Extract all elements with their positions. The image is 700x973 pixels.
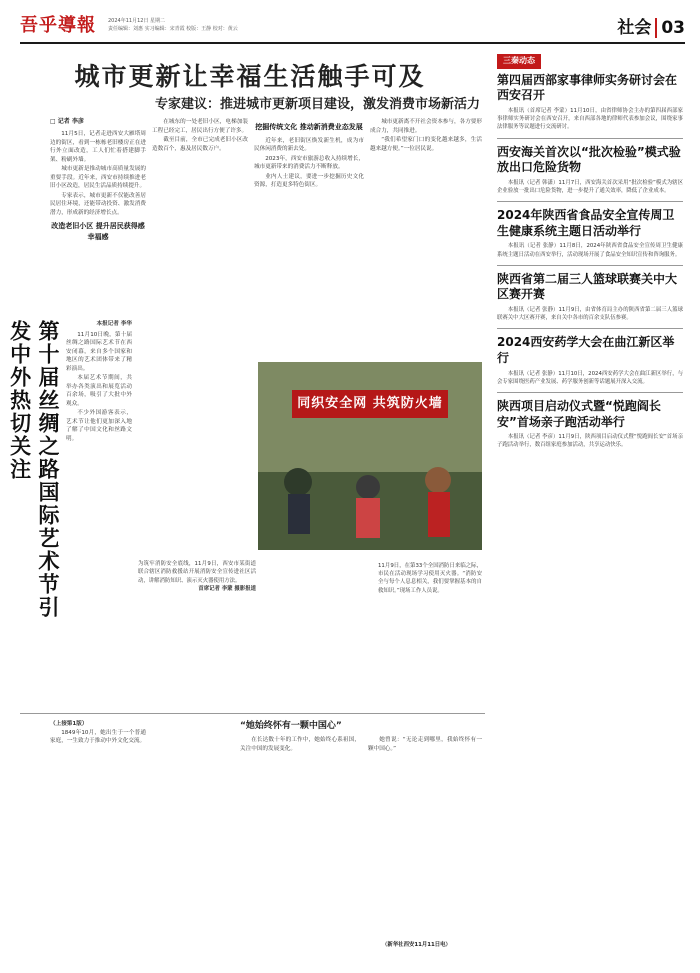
brief-body: 本报讯（记者 李彦）11月9日，陕西项目启动仪式暨“悦跑阎长安”首场亲子跑活动举行，数百组家庭参加活动，共享运动快乐。 bbox=[497, 434, 683, 449]
paragraph: 11月10日晚，第十届丝绸之路国际艺术节在西安闭幕，来自多个国家和地区的艺术团体带来了精彩演出。 bbox=[66, 331, 132, 372]
news-brief-column bbox=[497, 54, 683, 456]
paragraph: 截至目前，全市已完成老旧小区改造数百个，惠及居民数万户。 bbox=[152, 137, 248, 152]
paragraph: 城市更新是推动城市高质量发展的重要手段。近年来，西安市持续推进老旧小区改造，居民生活品质持续提升。 bbox=[50, 166, 146, 189]
bottom-column-1 bbox=[50, 720, 146, 950]
paragraph: 专家表示，城市更新不仅能改善居民居住环境，还能带动投资、激发消费潜力，形成新的经济增长点。 bbox=[50, 192, 146, 216]
paragraph: 在城东的一处老旧小区，电梯加装工程已经完工，居民出行方便了许多。 bbox=[152, 119, 248, 134]
brief-headline: 2024西安药学大会在曲江新区举行 bbox=[497, 335, 675, 365]
dispatch-credit: （新华社西安11月11日电） bbox=[382, 942, 451, 948]
brief-headline: 第四届西部家事律师实务研讨会在西安召开 bbox=[497, 72, 678, 103]
section-subhead: 挖掘传统文化 推动新消费业态发展 bbox=[255, 123, 363, 131]
paragraph: 在长达数十年的工作中，她始终心系祖国，关注中国的发展变化。 bbox=[240, 737, 360, 752]
paragraph: 她曾说：“无论走到哪里，我始终怀有一颗中国心。” bbox=[368, 737, 482, 752]
brief-headline: 2024年陕西省食品安全宣传周卫生健康系统主题日活动举行 bbox=[497, 208, 675, 238]
photo-caption-right: 11月9日，在第33个全国消防日来临之际，市民在活动现场学习使用灭火器。“消防安全与每个人息息相关，我们要掌握基本的自救知识。”现场工作人员说。 bbox=[378, 563, 482, 594]
paragraph: 本届艺术节期间，共举办各类演出和展览活动百余场，吸引了大批中外观众。 bbox=[66, 375, 132, 407]
safety-banner: 同织安全网 共筑防火墙 bbox=[292, 390, 448, 418]
feature-body bbox=[66, 320, 132, 705]
brief-body: 本报讯（记者 张静）11月9日，由省体育局主办的陕西省第二届三人篮球联赛关中大区赛开赛，来自关中各市的百余支队伍参赛。 bbox=[497, 306, 683, 322]
bottom-column-2 bbox=[240, 736, 360, 936]
paragraph: 不少外国游客表示，艺术节让他们更加深入地了解了中国文化和丝路文明。 bbox=[66, 410, 132, 442]
photo-caption-left bbox=[138, 560, 256, 594]
brief-body: 本报讯（首席记者 李蒙）11月10日，由省律师协会主办的第四届西部家事律师实务研讨会在西安召开，来自西部各地的律师代表参加会议，围绕家事法律服务等议题进行交流研讨。 bbox=[497, 107, 683, 131]
paragraph: 城市更新离不开社会资本参与，各方要形成合力，共同推进。 bbox=[370, 119, 482, 134]
page-number: 03 bbox=[655, 18, 685, 38]
divider bbox=[497, 138, 683, 139]
brief-item bbox=[497, 145, 683, 196]
lead-headline: 城市更新让幸福生活触手可及 bbox=[74, 62, 426, 91]
divider bbox=[497, 265, 683, 266]
brief-body: 本报讯（记者 韩潇）11月7日，西安海关首次采用“批次检验”模式为辖区企业验放一批出口危险货物，进一步提升了通关效率，降低了企业成本。 bbox=[497, 179, 683, 194]
continued-note: （上接第1版） bbox=[50, 721, 88, 727]
feature-byline: 本报记者 李华 bbox=[96, 321, 132, 327]
section-subhead: 改造老旧小区 提升居民获得感幸福感 bbox=[51, 222, 145, 241]
divider bbox=[497, 392, 683, 393]
divider bbox=[497, 328, 683, 329]
column-tag: 三秦动态 bbox=[497, 54, 541, 69]
masthead-logo: 吾乎導報 bbox=[20, 15, 96, 36]
divider bbox=[20, 713, 485, 714]
lead-byline: □ 记者 李彦 bbox=[50, 118, 84, 125]
section-name: 社会 bbox=[617, 18, 652, 38]
fire-safety-photo bbox=[258, 362, 482, 550]
bottom-headline: “她始终怀有一颗中国心” bbox=[240, 721, 342, 731]
paragraph: 2023年，西安市旅游总收入持续增长，城市更新带来的消费活力不断释放。 bbox=[254, 155, 364, 171]
lead-column-3 bbox=[254, 118, 364, 353]
caption-text: 为筑牢消防安全底线，11月9日，西安市某街道联合辖区消防救援站开展消防安全宣传进社区活动，讲解消防知识、演示灭火器使用方法。 bbox=[138, 561, 256, 584]
section-label bbox=[617, 17, 685, 40]
lead-column-2 bbox=[152, 118, 248, 303]
feature-vertical-headline: 第十届丝绸之路国际艺术节引发中外热切关注 bbox=[7, 320, 60, 619]
editor-credits: 责任编辑：刘惠 实习编辑：宋青霞 校版：王静 校对：黄云 bbox=[108, 26, 238, 32]
bottom-column-3 bbox=[368, 736, 482, 936]
caption-credit: 首席记者 李蒙 摄影报道 bbox=[198, 586, 256, 593]
paragraph: 11月5日，记者走进西安大雁塔周边的街区，看到一栋栋老旧楼房正在进行外立面改造，工人们忙着搭建脚手架、粉刷外墙。 bbox=[50, 131, 146, 163]
brief-body: 本报讯（记者 张静）11月8日，2024年陕西省食品安全宣传周卫生健康系统主题日活动在西安举行，活动现场开展了食品安全知识宣传和咨询服务。 bbox=[497, 243, 683, 258]
brief-item bbox=[497, 208, 683, 259]
lead-subheadline: 专家建议：推进城市更新项目建设，激发消费市场新活力 bbox=[154, 97, 480, 112]
paragraph: “我们希望家门口的变化越来越多，生活越来越方便。”一位居民说。 bbox=[370, 137, 482, 152]
issue-date: 2024年11月12日 星期二 bbox=[108, 18, 166, 24]
paragraph: 业内人士建议，要进一步挖掘历史文化资源，打造更多特色街区。 bbox=[254, 173, 364, 189]
paragraph: 近年来，老旧街区焕发新生机，成为市民休闲消费的新去处。 bbox=[254, 137, 364, 153]
divider bbox=[497, 201, 683, 202]
lead-column-1 bbox=[50, 130, 146, 305]
page-header bbox=[20, 14, 685, 44]
brief-item bbox=[497, 335, 683, 386]
brief-headline: 陕西省第二届三人篮球联赛关中大区赛开赛 bbox=[497, 271, 678, 302]
issue-meta bbox=[108, 17, 238, 33]
paragraph: 1849年10月，她出生于一个普通家庭，一生致力于推动中外文化交流。 bbox=[50, 729, 146, 744]
brief-item bbox=[497, 272, 683, 323]
brief-body: 本报讯（记者 张静）11月10日，2024西安药学大会在曲江新区举行，与会专家围绕医药产业发展、药学服务创新等话题展开深入交流。 bbox=[497, 370, 683, 385]
lead-column-4 bbox=[370, 118, 482, 353]
brief-item bbox=[497, 73, 683, 132]
brief-headline: 陕西项目启动仪式暨“悦跑阎长安”首场亲子跑活动举行 bbox=[497, 398, 661, 429]
brief-item bbox=[497, 399, 683, 450]
brief-headline: 西安海关首次以“批次检验”模式验放出口危险货物 bbox=[497, 144, 681, 175]
